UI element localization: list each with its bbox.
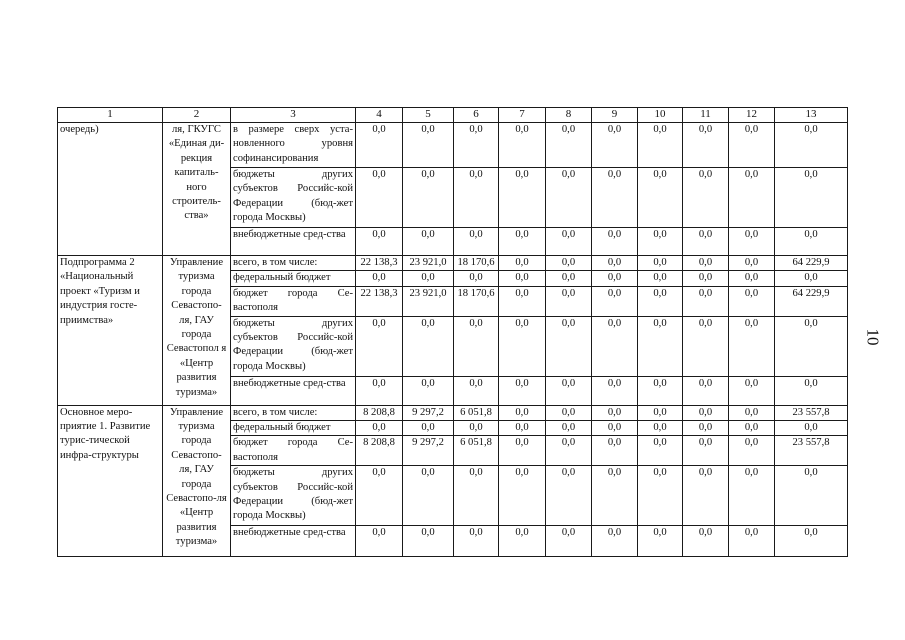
- amount-cell: 22 138,3: [356, 256, 403, 271]
- amount-cell: 0,0: [683, 271, 729, 286]
- amount-cell: 0,0: [499, 256, 546, 271]
- budget-table: [57, 107, 848, 557]
- amount-cell: 0,0: [775, 228, 848, 256]
- amount-cell: 0,0: [592, 168, 638, 228]
- header-cell: 11: [683, 108, 729, 123]
- amount-cell: 22 138,3: [356, 286, 403, 316]
- amount-cell: 0,0: [638, 405, 683, 420]
- budget-table-sheet: [57, 107, 847, 557]
- amount-cell: 0,0: [356, 466, 403, 526]
- amount-cell: 0,0: [592, 271, 638, 286]
- amount-cell: 0,0: [638, 168, 683, 228]
- amount-cell: 0,0: [729, 436, 775, 466]
- amount-cell: 0,0: [729, 271, 775, 286]
- amount-cell: 0,0: [638, 526, 683, 557]
- funding-source-cell: бюджет города Се-вастополя: [231, 286, 356, 316]
- amount-cell: 0,0: [546, 228, 592, 256]
- amount-cell: 6 051,8: [454, 405, 499, 420]
- amount-cell: 0,0: [638, 316, 683, 376]
- amount-cell: 0,0: [454, 466, 499, 526]
- header-cell: 12: [729, 108, 775, 123]
- amount-cell: 0,0: [403, 526, 454, 557]
- table-body: [58, 108, 848, 557]
- amount-cell: 0,0: [683, 405, 729, 420]
- amount-cell: 0,0: [546, 421, 592, 436]
- amount-cell: 0,0: [592, 316, 638, 376]
- amount-cell: 9 297,2: [403, 436, 454, 466]
- header-cell: 4: [356, 108, 403, 123]
- amount-cell: 0,0: [729, 123, 775, 168]
- amount-cell: 0,0: [454, 123, 499, 168]
- executor-cell: Управление туризма города Севастопо-ля, ГАУ города Севастопо-ля «Центр развития туризма»: [163, 405, 231, 557]
- amount-cell: 0,0: [546, 526, 592, 557]
- funding-source-cell: всего, в том числе:: [231, 405, 356, 420]
- amount-cell: 6 051,8: [454, 436, 499, 466]
- amount-cell: 0,0: [592, 228, 638, 256]
- amount-cell: 0,0: [546, 271, 592, 286]
- amount-cell: 0,0: [499, 316, 546, 376]
- header-cell: 6: [454, 108, 499, 123]
- page-number: 10: [863, 328, 883, 346]
- amount-cell: 0,0: [403, 421, 454, 436]
- amount-cell: 18 170,6: [454, 256, 499, 271]
- amount-cell: 64 229,9: [775, 286, 848, 316]
- program-name-cell: Подпрограмма 2 «Национальный проект «Туризм и индустрия госте-приимства»: [58, 256, 163, 406]
- funding-source-cell: бюджеты других субъектов Российс-кой Федерации (бюд-жет города Москвы): [231, 168, 356, 228]
- amount-cell: 0,0: [638, 123, 683, 168]
- amount-cell: 0,0: [592, 123, 638, 168]
- amount-cell: 0,0: [499, 405, 546, 420]
- header-row: [58, 108, 848, 123]
- amount-cell: 0,0: [403, 168, 454, 228]
- amount-cell: 0,0: [683, 421, 729, 436]
- header-cell: 7: [499, 108, 546, 123]
- amount-cell: 0,0: [546, 405, 592, 420]
- funding-source-cell: внебюджетные сред-ства: [231, 228, 356, 256]
- amount-cell: 0,0: [499, 436, 546, 466]
- table-row: [58, 123, 848, 168]
- amount-cell: 0,0: [638, 436, 683, 466]
- funding-source-cell: внебюджетные сред-ства: [231, 526, 356, 557]
- amount-cell: 0,0: [499, 123, 546, 168]
- amount-cell: 0,0: [454, 228, 499, 256]
- funding-source-cell: федеральный бюджет: [231, 421, 356, 436]
- amount-cell: 0,0: [546, 466, 592, 526]
- amount-cell: 0,0: [592, 376, 638, 405]
- amount-cell: 64 229,9: [775, 256, 848, 271]
- amount-cell: 0,0: [638, 256, 683, 271]
- amount-cell: 0,0: [499, 466, 546, 526]
- header-cell: 9: [592, 108, 638, 123]
- amount-cell: 0,0: [729, 286, 775, 316]
- amount-cell: 0,0: [683, 466, 729, 526]
- amount-cell: 0,0: [403, 316, 454, 376]
- amount-cell: 0,0: [546, 286, 592, 316]
- amount-cell: 0,0: [775, 123, 848, 168]
- amount-cell: 0,0: [683, 286, 729, 316]
- amount-cell: 23 921,0: [403, 256, 454, 271]
- table-row: [58, 256, 848, 271]
- amount-cell: 0,0: [729, 526, 775, 557]
- amount-cell: 0,0: [454, 316, 499, 376]
- amount-cell: 0,0: [775, 466, 848, 526]
- amount-cell: 0,0: [356, 228, 403, 256]
- amount-cell: 0,0: [454, 526, 499, 557]
- amount-cell: 0,0: [729, 466, 775, 526]
- amount-cell: 0,0: [683, 376, 729, 405]
- amount-cell: 0,0: [403, 376, 454, 405]
- amount-cell: 0,0: [683, 256, 729, 271]
- amount-cell: 0,0: [356, 376, 403, 405]
- executor-cell: ля, ГКУГС «Единая ди-рекция капиталь-ного строитель-ства»: [163, 123, 231, 256]
- amount-cell: 0,0: [454, 168, 499, 228]
- amount-cell: 0,0: [729, 405, 775, 420]
- amount-cell: 0,0: [638, 466, 683, 526]
- amount-cell: 0,0: [683, 168, 729, 228]
- amount-cell: 0,0: [729, 376, 775, 405]
- amount-cell: 0,0: [546, 376, 592, 405]
- amount-cell: 23 557,8: [775, 436, 848, 466]
- header-cell: 2: [163, 108, 231, 123]
- amount-cell: 0,0: [546, 436, 592, 466]
- amount-cell: 0,0: [356, 526, 403, 557]
- amount-cell: 0,0: [454, 376, 499, 405]
- amount-cell: 23 921,0: [403, 286, 454, 316]
- header-cell: 3: [231, 108, 356, 123]
- amount-cell: 0,0: [546, 168, 592, 228]
- program-name-cell: очередь): [58, 123, 163, 256]
- amount-cell: 0,0: [729, 228, 775, 256]
- amount-cell: 8 208,8: [356, 436, 403, 466]
- amount-cell: 0,0: [683, 123, 729, 168]
- amount-cell: 23 557,8: [775, 405, 848, 420]
- program-name-cell: Основное меро-приятие 1. Развитие турис-тической инфра-структуры: [58, 405, 163, 557]
- amount-cell: 0,0: [775, 316, 848, 376]
- executor-cell: Управление туризма города Севастопо-ля, ГАУ города Севастопол я «Центр развития туризма»: [163, 256, 231, 406]
- amount-cell: 0,0: [592, 466, 638, 526]
- amount-cell: 0,0: [683, 526, 729, 557]
- amount-cell: 0,0: [499, 168, 546, 228]
- amount-cell: 8 208,8: [356, 405, 403, 420]
- funding-source-cell: внебюджетные сред-ства: [231, 376, 356, 405]
- amount-cell: 0,0: [454, 421, 499, 436]
- amount-cell: 0,0: [592, 421, 638, 436]
- amount-cell: 0,0: [454, 271, 499, 286]
- amount-cell: 0,0: [683, 316, 729, 376]
- funding-source-cell: федеральный бюджет: [231, 271, 356, 286]
- amount-cell: 9 297,2: [403, 405, 454, 420]
- funding-source-cell: всего, в том числе:: [231, 256, 356, 271]
- amount-cell: 0,0: [729, 256, 775, 271]
- amount-cell: 0,0: [356, 168, 403, 228]
- amount-cell: 0,0: [499, 421, 546, 436]
- amount-cell: 0,0: [546, 256, 592, 271]
- amount-cell: 0,0: [403, 466, 454, 526]
- amount-cell: 0,0: [638, 228, 683, 256]
- amount-cell: 0,0: [356, 316, 403, 376]
- amount-cell: 18 170,6: [454, 286, 499, 316]
- amount-cell: 0,0: [546, 123, 592, 168]
- amount-cell: 0,0: [683, 228, 729, 256]
- header-cell: 1: [58, 108, 163, 123]
- amount-cell: 0,0: [356, 421, 403, 436]
- amount-cell: 0,0: [592, 436, 638, 466]
- amount-cell: 0,0: [356, 123, 403, 168]
- amount-cell: 0,0: [546, 316, 592, 376]
- header-cell: 8: [546, 108, 592, 123]
- amount-cell: 0,0: [638, 271, 683, 286]
- funding-source-cell: в размере сверх уста-новленного уровня софинансирования: [231, 123, 356, 168]
- amount-cell: 0,0: [638, 421, 683, 436]
- amount-cell: 0,0: [356, 271, 403, 286]
- table-row: [58, 405, 848, 420]
- amount-cell: 0,0: [729, 168, 775, 228]
- funding-source-cell: бюджеты других субъектов Российс-кой Федерации (бюд-жет города Москвы): [231, 466, 356, 526]
- amount-cell: 0,0: [499, 286, 546, 316]
- amount-cell: 0,0: [592, 526, 638, 557]
- amount-cell: 0,0: [403, 271, 454, 286]
- amount-cell: 0,0: [499, 228, 546, 256]
- amount-cell: 0,0: [403, 228, 454, 256]
- amount-cell: 0,0: [592, 286, 638, 316]
- amount-cell: 0,0: [592, 256, 638, 271]
- amount-cell: 0,0: [729, 421, 775, 436]
- amount-cell: 0,0: [683, 436, 729, 466]
- amount-cell: 0,0: [775, 526, 848, 557]
- header-cell: 5: [403, 108, 454, 123]
- amount-cell: 0,0: [775, 271, 848, 286]
- amount-cell: 0,0: [775, 376, 848, 405]
- header-cell: 10: [638, 108, 683, 123]
- funding-source-cell: бюджеты других субъектов Российс-кой Федерации (бюд-жет города Москвы): [231, 316, 356, 376]
- amount-cell: 0,0: [403, 123, 454, 168]
- amount-cell: 0,0: [638, 286, 683, 316]
- header-cell: 13: [775, 108, 848, 123]
- amount-cell: 0,0: [638, 376, 683, 405]
- funding-source-cell: бюджет города Се-вастополя: [231, 436, 356, 466]
- amount-cell: 0,0: [592, 405, 638, 420]
- amount-cell: 0,0: [775, 168, 848, 228]
- amount-cell: 0,0: [775, 421, 848, 436]
- amount-cell: 0,0: [499, 526, 546, 557]
- amount-cell: 0,0: [499, 271, 546, 286]
- amount-cell: 0,0: [499, 376, 546, 405]
- amount-cell: 0,0: [729, 316, 775, 376]
